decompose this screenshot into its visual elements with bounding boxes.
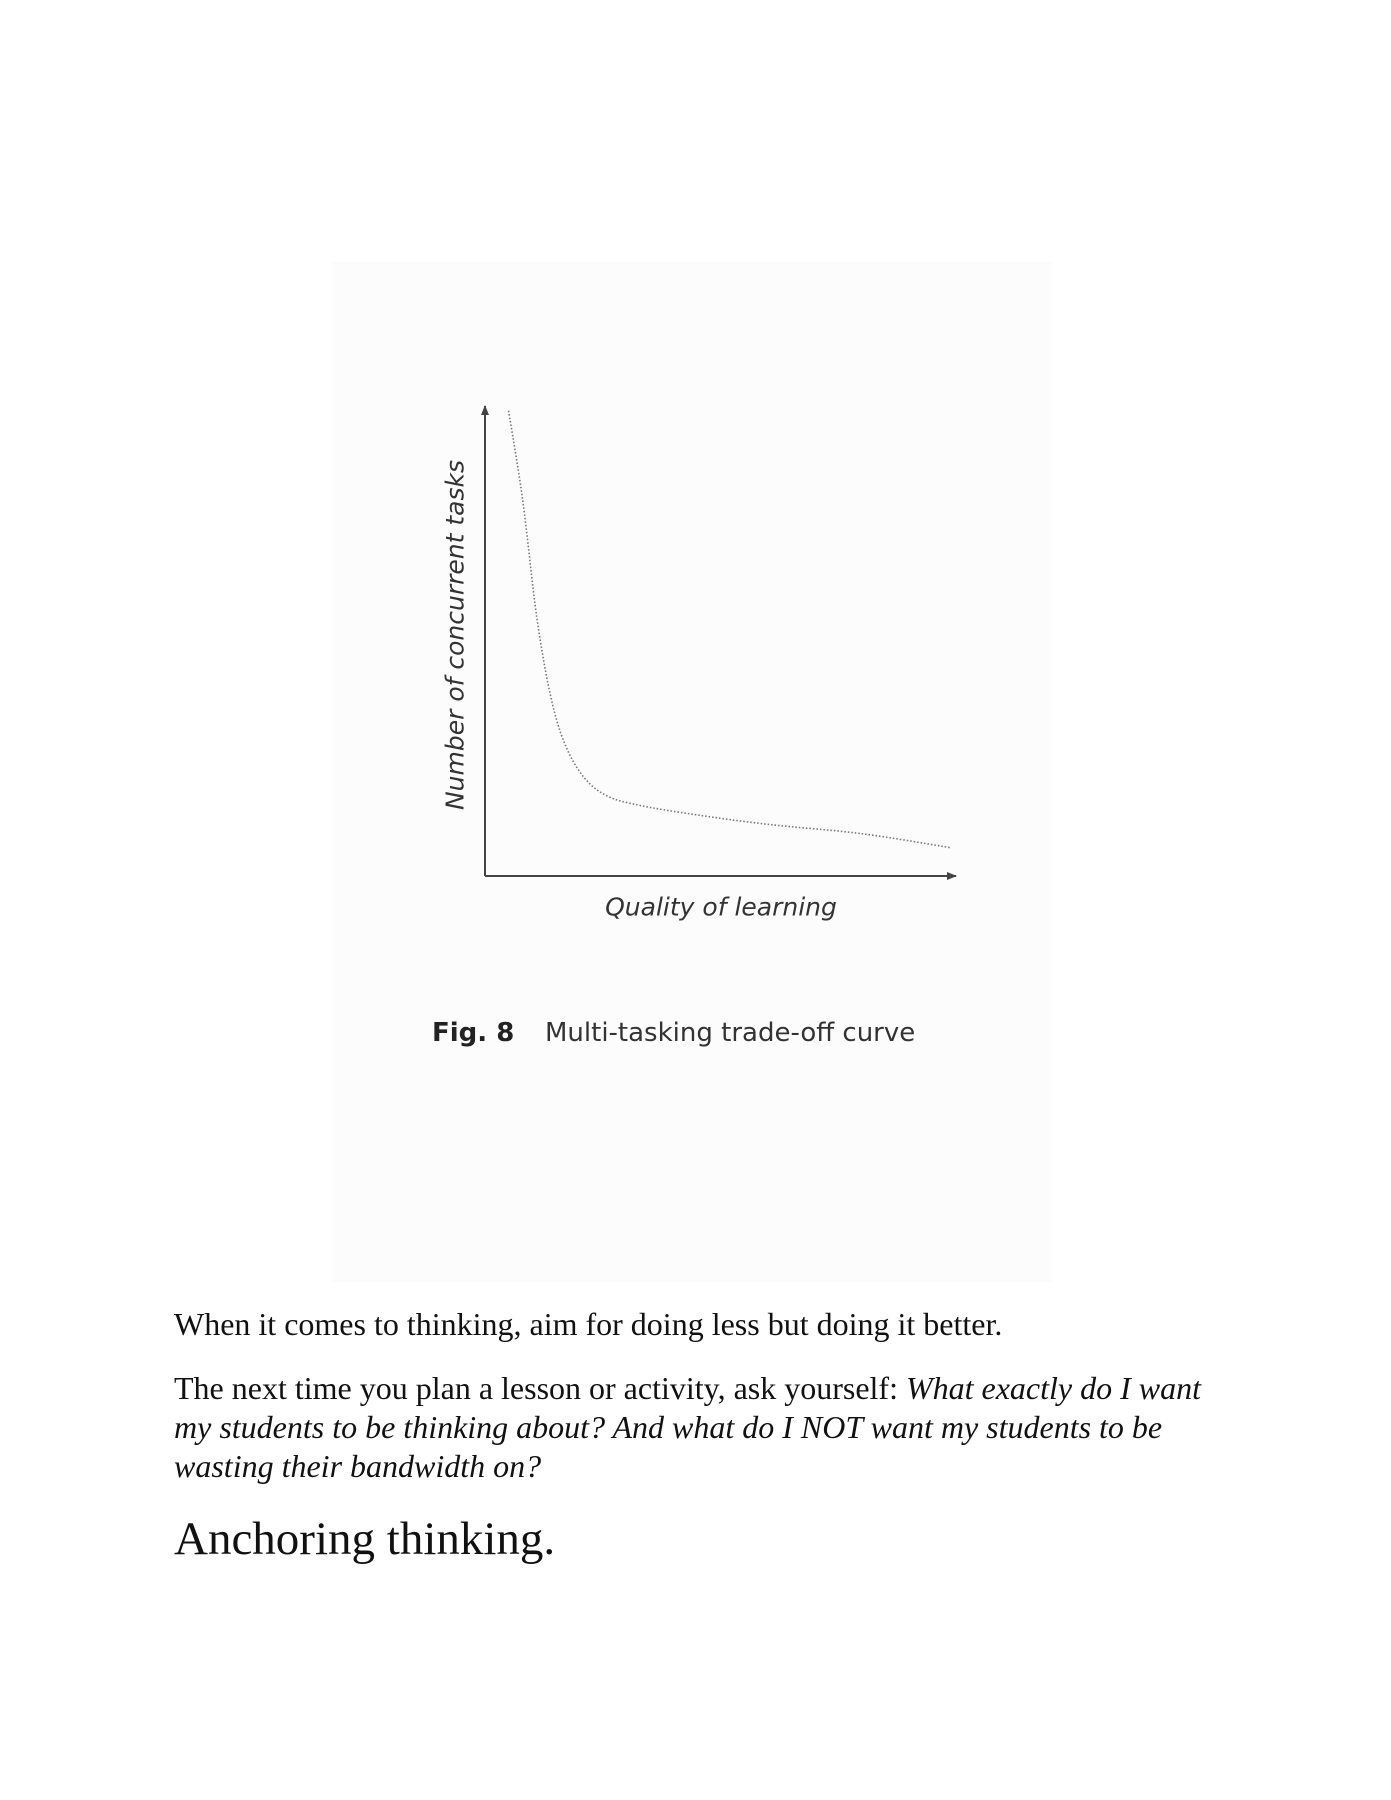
y-axis-arrow-icon — [481, 405, 489, 415]
x-axis-arrow-icon — [947, 872, 957, 880]
figure-number: Fig. 8 — [432, 1018, 515, 1048]
paragraph-2-question: What exactly do I want my students to be thinking about? And what do I NOT want my students to be wasting their bandwidth on? — [174, 1370, 1201, 1484]
section-heading: Anchoring thinking. — [174, 1513, 556, 1565]
y-axis-label: Number of concurrent tasks — [440, 459, 470, 811]
paragraph-2 — [174, 1369, 1234, 1486]
figure-caption-text: Multi-tasking trade-off curve — [545, 1018, 916, 1048]
figure-caption — [432, 1018, 915, 1048]
paragraph-1: When it comes to thinking, aim for doing less but doing it better. — [174, 1306, 1003, 1342]
paragraph-2-text: The next time you plan a lesson or activity, ask yourself: — [174, 1370, 906, 1406]
x-axis-label: Quality of learning — [605, 892, 837, 922]
trade-off-curve — [509, 411, 952, 848]
